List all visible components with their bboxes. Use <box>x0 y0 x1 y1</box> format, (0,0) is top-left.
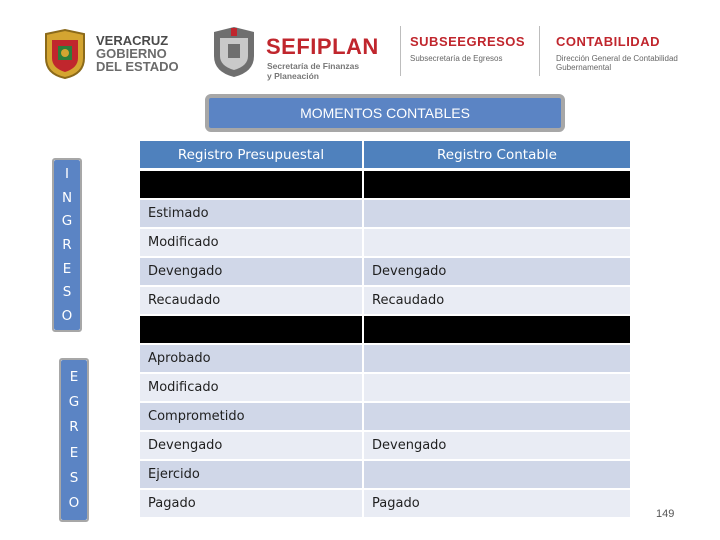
egresos-letter: E <box>69 368 79 385</box>
cell-contable <box>364 316 630 343</box>
veracruz-wordmark <box>96 34 179 73</box>
cell-contable <box>364 229 630 256</box>
ingresos-letter: I <box>65 165 69 182</box>
sefiplan-sub2: y Planeación <box>267 71 319 81</box>
veracruz-line2: GOBIERNO <box>96 46 167 61</box>
ingresos-letter: G <box>61 213 73 230</box>
cell-contable: Devengado <box>364 258 630 285</box>
sefiplan-title-red: SEFI <box>266 34 317 59</box>
column-header-presupuestal: Registro Presupuestal <box>140 141 362 168</box>
ingresos-letter: S <box>62 284 72 301</box>
cell-presupuestal <box>140 316 362 343</box>
veracruz-shield-icon <box>42 28 88 80</box>
contabilidad-title: CONTABILIDAD <box>556 34 660 49</box>
cell-contable <box>364 461 630 488</box>
cell-presupuestal: Devengado <box>140 258 362 285</box>
table-row <box>140 200 630 227</box>
ingresos-letter: R <box>62 236 72 253</box>
egresos-side-label <box>61 360 87 520</box>
cell-presupuestal: Estimado <box>140 200 362 227</box>
cell-presupuestal: Ejercido <box>140 461 362 488</box>
cell-presupuestal <box>140 171 362 198</box>
veracruz-logo <box>42 24 182 82</box>
subsecretaria-block <box>410 34 525 63</box>
contabilidad-block <box>556 34 678 72</box>
table-row <box>140 374 630 401</box>
table-row-separator <box>140 316 630 343</box>
egresos-letter: R <box>69 419 79 436</box>
contabilidad-subtitle1: Dirección General de Contabilidad <box>556 54 678 63</box>
sefiplan-wordmark <box>266 34 379 60</box>
sefiplan-title-gray: PLAN <box>316 34 379 59</box>
header-divider <box>400 26 401 76</box>
table-row <box>140 403 630 430</box>
ingresos-letter: E <box>62 260 72 277</box>
cell-contable <box>364 345 630 372</box>
page-title: MOMENTOS CONTABLES <box>205 94 565 132</box>
cell-presupuestal: Recaudado <box>140 287 362 314</box>
cell-presupuestal: Devengado <box>140 432 362 459</box>
subsecretaria-subtitle: Subsecretaría de Egresos <box>410 54 503 63</box>
table-row <box>140 490 630 517</box>
table-row <box>140 258 630 285</box>
cell-contable <box>364 403 630 430</box>
egresos-letter: G <box>68 393 80 410</box>
table-row <box>140 287 630 314</box>
cell-presupuestal: Modificado <box>140 374 362 401</box>
egresos-letter: E <box>69 444 79 461</box>
cell-contable <box>364 171 630 198</box>
cell-contable: Devengado <box>364 432 630 459</box>
table-row <box>140 432 630 459</box>
sefiplan-shield-icon <box>208 24 260 80</box>
egresos-letter: O <box>68 495 80 512</box>
veracruz-line3: DEL ESTADO <box>96 59 179 74</box>
sefiplan-sub1: Secretaría de Finanzas <box>267 61 360 71</box>
ingresos-letter: O <box>61 308 73 325</box>
cell-contable: Pagado <box>364 490 630 517</box>
ingresos-letter: N <box>61 189 73 206</box>
ingresos-side-label <box>54 160 80 330</box>
contabilidad-subtitle <box>556 54 678 72</box>
header-divider <box>539 26 540 76</box>
table-row-separator <box>140 171 630 198</box>
contabilidad-subtitle2: Gubernamental <box>556 63 612 72</box>
table-row <box>140 345 630 372</box>
cell-presupuestal: Modificado <box>140 229 362 256</box>
cell-presupuestal: Aprobado <box>140 345 362 372</box>
egresos-letter: S <box>69 469 79 486</box>
sefiplan-logo <box>208 24 388 82</box>
cell-presupuestal: Pagado <box>140 490 362 517</box>
page-number: 149 <box>656 508 675 520</box>
subsecretaria-title: SUBSEEGRESOS <box>410 34 526 49</box>
cell-contable: Recaudado <box>364 287 630 314</box>
cell-contable <box>364 200 630 227</box>
cell-contable <box>364 374 630 401</box>
column-header-contable: Registro Contable <box>364 141 630 168</box>
cell-presupuestal: Comprometido <box>140 403 362 430</box>
veracruz-line1: VERACRUZ <box>96 33 169 48</box>
sefiplan-subtitle <box>267 61 359 81</box>
table-row <box>140 461 630 488</box>
table-row <box>140 229 630 256</box>
